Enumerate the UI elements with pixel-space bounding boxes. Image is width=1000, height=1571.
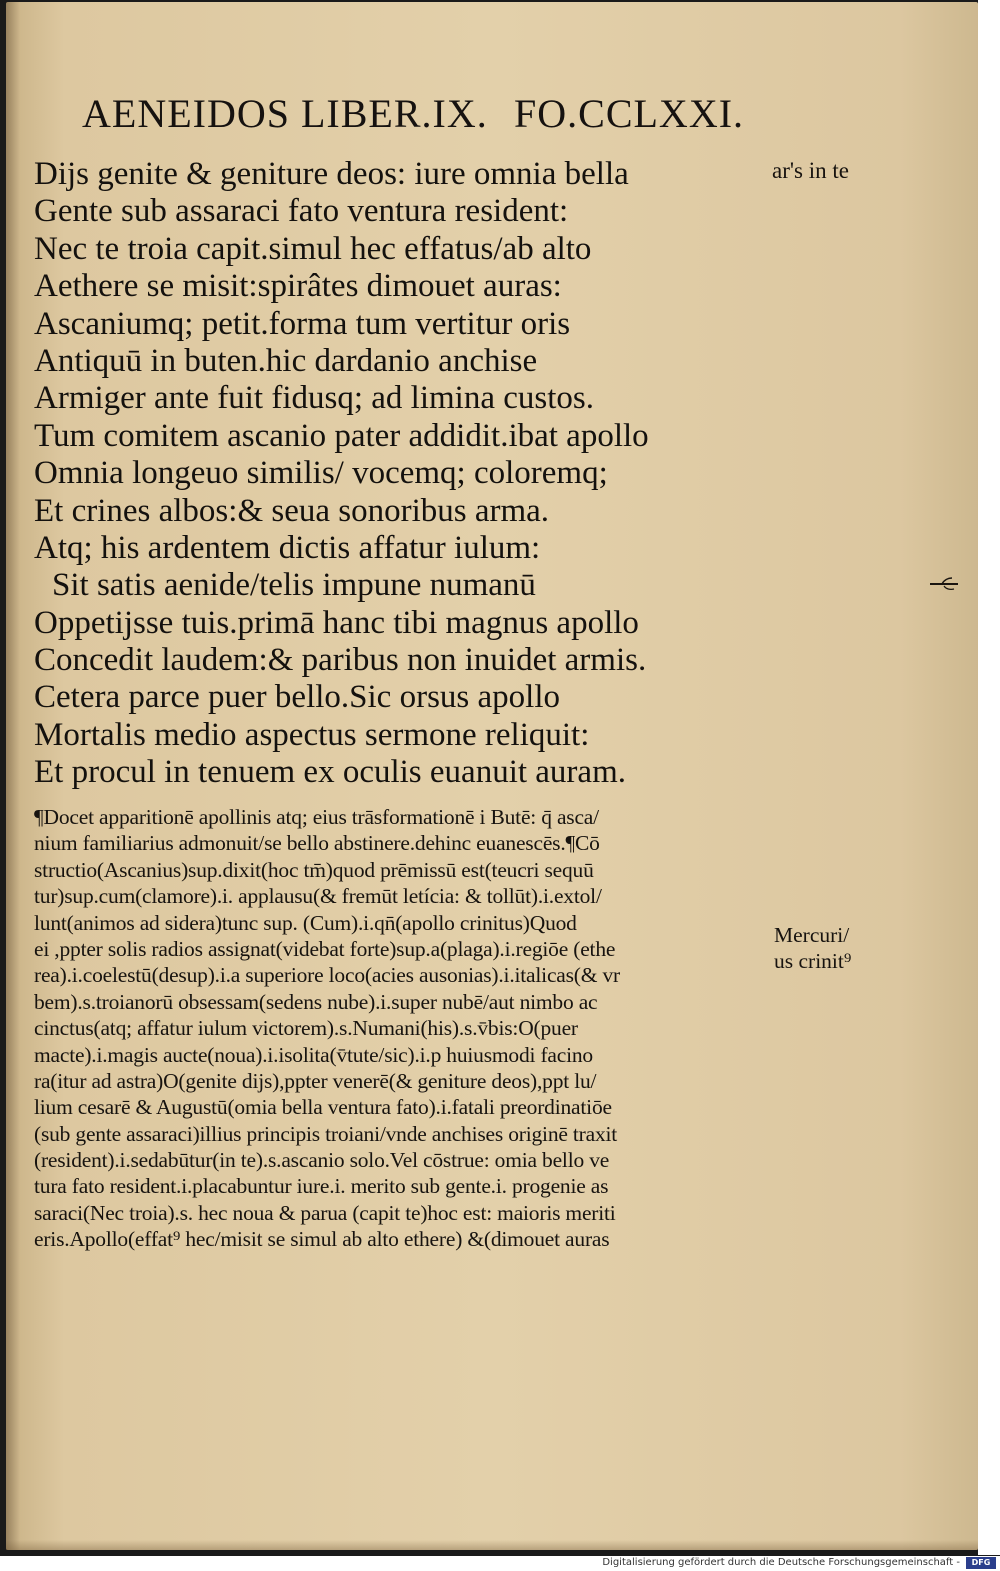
- commentary-line: nium familiarius admonuit/se bello abstinere.dehinc euanescēs.¶Cō: [34, 831, 600, 856]
- commentary-line: bem).s.troianorū obsessam(sedens nube).i.super nubē/aut nimbo ac: [34, 989, 598, 1014]
- verse-line: Mortalis medio aspectus sermone reliquit:: [34, 716, 590, 753]
- commentary-line: tur)sup.cum(clamore).i. applausu(& fremūt letícia: & tollūt).i.extol/: [34, 884, 602, 909]
- commentary-line: tura fato resident.i.placabuntur iure.i. merito sub gente.i. progenie as: [34, 1174, 609, 1199]
- dfg-logo: DFG: [966, 1557, 996, 1569]
- verse-line: Cetera parce puer bello.Sic orsus apollo: [34, 679, 560, 716]
- verse-line: Atq; his ardentem dictis affatur iulum:: [34, 529, 541, 566]
- folio-number: FO.CCLXXI.: [514, 91, 745, 136]
- commentary-line: saraci(Nec troia).s. hec noua & parua (capit te)hoc est: maioris meriti: [34, 1200, 616, 1225]
- marginal-note-side: [774, 922, 851, 975]
- commentary-line: structio(Ascanius)sup.dixit(hoc tm̄)quod prēmissū est(teucri sequū: [34, 857, 594, 882]
- scan-right-margin: [978, 0, 1000, 1555]
- verse-line: Gente sub assaraci fato ventura resident:: [34, 193, 569, 230]
- commentary-line: lium cesarē & Augustū(omia bella ventura fato).i.fatali preordinatiōe: [34, 1095, 612, 1120]
- commentary-line: macte).i.magis aucte(noua).i.isolita(v̄tute/sic).i.p huiusmodi facino: [34, 1042, 593, 1067]
- page-bottom-edge: [6, 1540, 978, 1550]
- verse-line: Oppetijsse tuis.primā hanc tibi magnus apollo: [34, 604, 639, 641]
- ink-mark-icon: [928, 572, 960, 592]
- verse-line: Dijs genite & geniture deos: iure omnia bella: [34, 156, 629, 192]
- commentary-text: [34, 804, 764, 1253]
- commentary-line: ra(itur ad astra)O(genite dijs),ppter venerē(& geniture deos),ppt lu/: [34, 1068, 597, 1093]
- commentary-line: cinctus(atq; affatur iulum victorem).s.Numani(his).s.v̄bis:O(puer: [34, 1016, 578, 1041]
- verse-line: Ascaniumq; petit.forma tum vertitur oris: [34, 305, 571, 342]
- verse-line: Antiquū in buten.hic dardanio anchise: [34, 342, 538, 379]
- commentary-line: rea).i.coelestū(desup).i.a superiore loco(acies ausonias).i.italicas(& vr: [34, 963, 620, 988]
- commentary-line: ¶Docet apparitionē apollinis atq; eius trāsformationē i Butē: q̄ asca/: [34, 805, 599, 829]
- verse-line: Tum comitem ascanio pater addidit.ibat apollo: [34, 417, 649, 454]
- verse-line: Concedit laudem:& paribus non inuidet armis.: [34, 642, 647, 679]
- commentary-line: ei ,ppter solis radios assignat(videbat forte)sup.a(plaga).i.regiōe (ethe: [34, 936, 616, 961]
- marginal-note-line: us crinit⁹: [774, 949, 852, 974]
- gutter-shadow: [6, 2, 20, 1550]
- marginal-note-line: Mercuri/: [774, 923, 850, 947]
- verse-line: Aethere se misit:spirâtes dimouet auras:: [34, 268, 562, 305]
- verse-line: Omnia longeuo similis/ vocemq; coloremq;: [34, 455, 608, 492]
- funding-credit: Digitalisierung gefördert durch die Deutsche Forschungsgemeinschaft -: [602, 1557, 960, 1568]
- commentary-line: lunt(animos ad sidera)tunc sup. (Cum).i.qn̄(apollo crinitus)Quod: [34, 910, 577, 935]
- verse-line: Sit satis aenide/telis impune numanū: [52, 567, 536, 604]
- commentary-line: (resident).i.sedabūtur(in te).s.ascanio solo.Vel cōstrue: omia bello ve: [34, 1148, 610, 1173]
- marginal-note-top: ar's in te: [772, 158, 849, 183]
- verse-line: Nec te troia capit.simul hec effatus/ab alto: [34, 230, 592, 267]
- verse-line: Armiger ante fuit fidusq; ad limina custos.: [34, 380, 594, 417]
- verse-line: Et crines albos:& seua sonoribus arma.: [34, 492, 550, 529]
- commentary-line: eris.Apollo(effat⁹ hec/misit se simul ab alto ethere) &(dimouet auras: [34, 1227, 610, 1252]
- verse-line: Et procul in tenuem ex oculis euanuit auram.: [34, 754, 626, 791]
- commentary-line: (sub gente assaraci)illius principis troiani/vnde anchises originē traxit: [34, 1121, 618, 1146]
- running-head-title: AENEIDOS LIBER.IX.: [82, 91, 488, 136]
- verse-text: [34, 156, 734, 792]
